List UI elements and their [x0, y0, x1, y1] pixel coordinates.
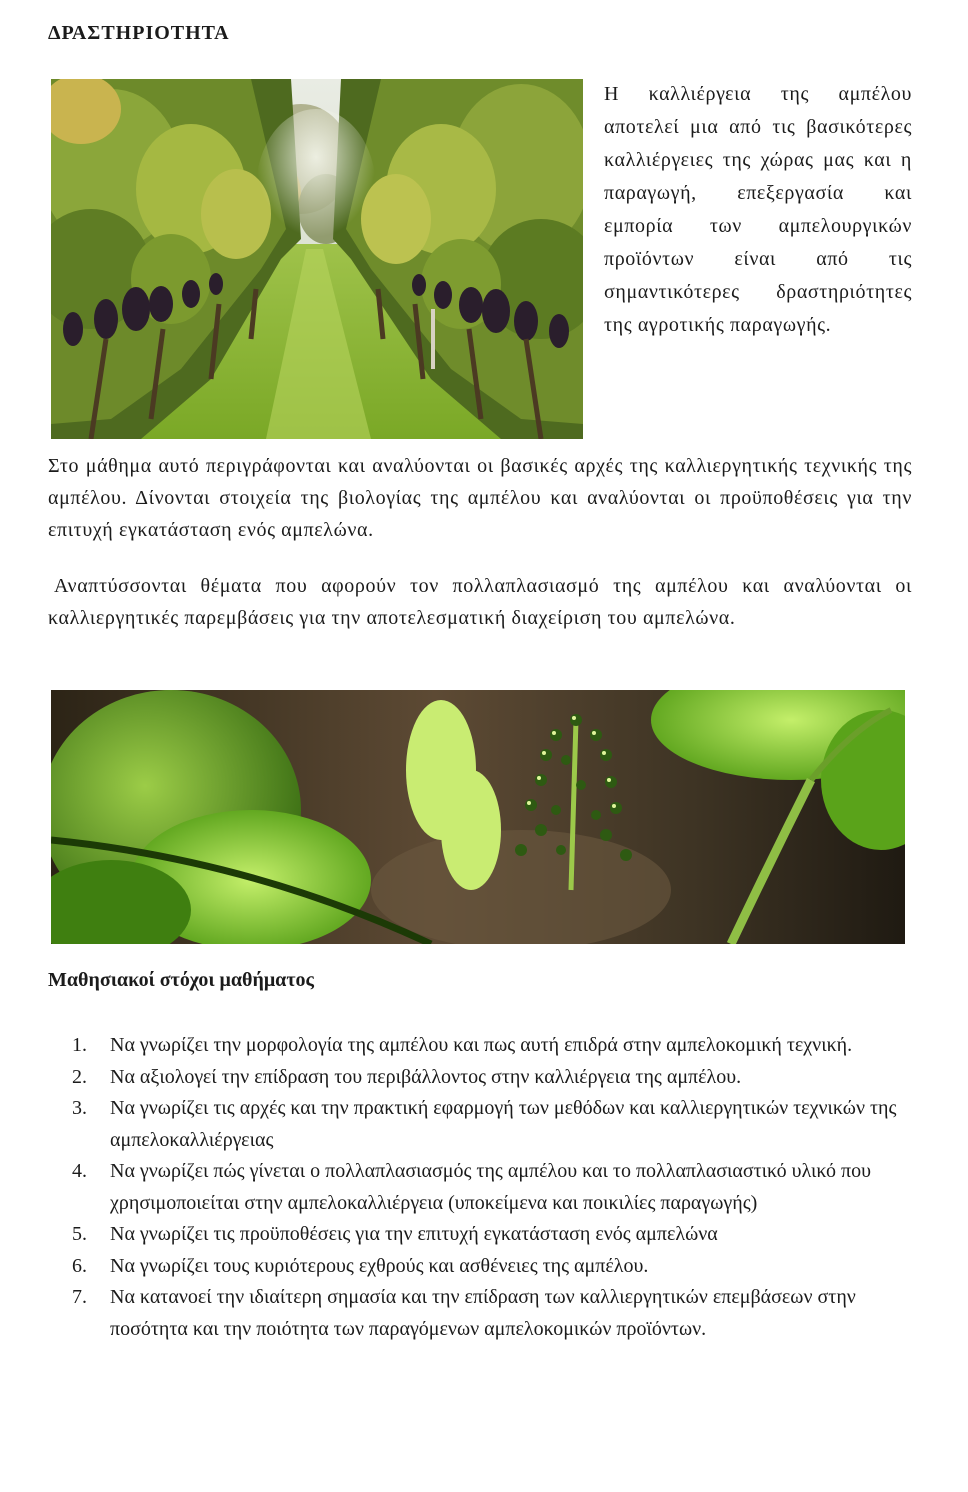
objective-text: Να γνωρίζει τις αρχές και την πρακτική εφαρμογή των μεθόδων και καλλιεργητικών τεχνικών της αμπελοκαλλιέργειας — [110, 1097, 897, 1151]
objective-text: Να κατανοεί την ιδιαίτερη σημασία και την επίδραση των καλλιεργητικών επεμβάσεων στην ποσότητα και την ποιότητα των παραγόμενων αμπελοκομικών προϊόντων. — [110, 1286, 856, 1340]
objective-item — [48, 1156, 928, 1219]
page-title: ΔΡΑΣΤΗΡΙΟΤΗΤΑ — [48, 22, 230, 44]
objectives-title: Μαθησιακοί στόχοι μαθήματος — [48, 969, 314, 991]
objective-item — [48, 1062, 928, 1094]
objective-text: Να γνωρίζει τους κυριότερους εχθρούς και ασθένειες της αμπέλου. — [110, 1254, 649, 1277]
objective-text: Να γνωρίζει πώς γίνεται ο πολλαπλασιασμός της αμπέλου και το πολλαπλασιαστικό υλικό που χρησιμοποιείται στην αμπελοκαλλιέργεια (υποκείμενα και ποικιλίες παραγωγής) — [110, 1160, 872, 1214]
objective-item — [48, 1251, 928, 1283]
objective-number: 3. — [72, 1097, 87, 1119]
paragraph-course-topics: Αναπτύσσονται θέματα που αφορούν τον πολλαπλασιασμό της αμπέλου και αναλύονται οι καλλιεργητικές παρεμβάσεις για την αποτελεσματική διαχείριση του αμπελώνα. — [48, 575, 912, 629]
objective-number: 6. — [72, 1254, 87, 1277]
objectives-list — [48, 1030, 928, 1345]
objective-item — [48, 1093, 928, 1156]
objective-number: 4. — [72, 1160, 87, 1182]
objective-text: Να αξιολογεί την επίδραση του περιβάλλοντος στην καλλιέργεια της αμπέλου. — [110, 1065, 742, 1088]
objective-number: 7. — [72, 1286, 87, 1308]
objective-number: 5. — [72, 1223, 87, 1245]
paragraph-course-description: Στο μάθημα αυτό περιγράφονται και αναλύονται οι βασικές αρχές της καλλιεργητικής τεχνικής της αμπέλου. Δίνονται στοιχεία της βιολογίας της αμπέλου και αναλύονται οι προϋποθέσεις για την επιτυχή εγκατάσταση ενός αμπελώνα. — [48, 455, 912, 541]
objective-text: Να γνωρίζει τις προϋποθέσεις για την επιτυχή εγκατάσταση ενός αμπελώνα — [110, 1223, 718, 1245]
objective-item — [48, 1030, 928, 1062]
objective-item — [48, 1282, 928, 1345]
objective-number: 1. — [72, 1034, 87, 1056]
vineyard-photo — [51, 79, 583, 439]
objective-item — [48, 1219, 928, 1251]
objective-text: Να γνωρίζει την μορφολογία της αμπέλου και πως αυτή επιδρά στην αμπελοκομική τεχνική. — [110, 1034, 853, 1056]
vine-flower-photo — [51, 690, 905, 944]
intro-text: Η καλλιέργεια της αμπέλου αποτελεί μια από τις βασικότερες καλλιέργειες της χώρας μας και η παραγωγή, επεξεργασία και εμπορία των αμπελουργικών προϊόντων είναι από τις σημαντικότερες δραστηριότητες της αγροτικής παραγωγής. — [604, 83, 912, 336]
objective-number: 2. — [72, 1065, 87, 1088]
